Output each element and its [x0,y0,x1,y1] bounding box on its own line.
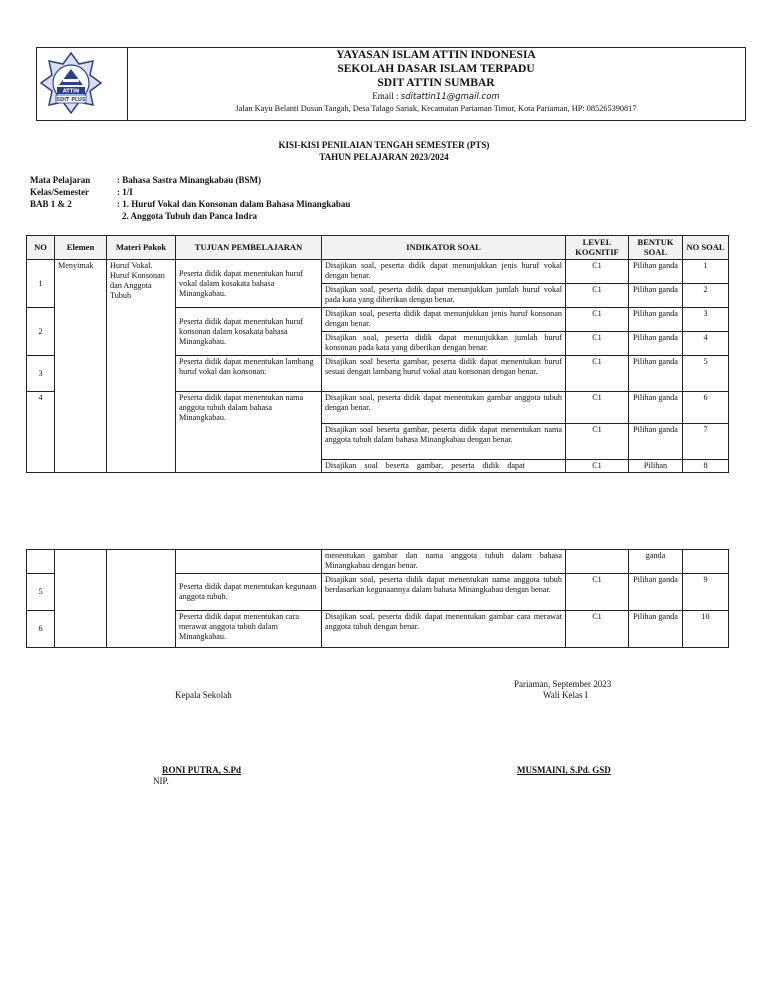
indicator-text: Disajikan soal, peserta didik dapat menentukan nama anggota tubuh berdasarkan kegunaannya dalam bahasa Minangkabau dengan benar. [322,574,566,611]
letterhead [36,47,746,121]
tp-number: 3 [27,356,55,392]
indicator-text: Disajikan soal, peserta didik dapat menentukan gambar cara merawat anggota tubuh dengan benar. [322,611,566,648]
grid-table-part-1 [26,235,729,473]
homeroom-title: Wali Kelas I [543,690,588,700]
tp-number: 5 [27,574,55,611]
subject-label: Mata Pelajaran [30,175,91,185]
elemen-cell-empty [55,550,107,648]
school-type: SEKOLAH DASAR ISLAM TERPADU [337,63,535,75]
indicator-text: Disajikan soal, peserta didik dapat menunjukkan jumlah huruf konsonan pada kata yang diberikan dengan benar. [322,332,566,356]
school-address: Jalan Kayu Belanti Dusun Tangah, Desa Talago Sariak, Kecamatan Pariaman Timur, Kota Pariaman, HP: 085265390817 [235,104,637,113]
tp-number: 6 [27,611,55,648]
nosoal-cell: 2 [683,284,729,308]
chapter-value-2: 2. Anggota Tubuh dan Panca Indra [122,211,258,221]
bentuk-cell: Pilihan ganda [629,392,683,424]
nosoal-cell [683,550,729,574]
col-nosoal: NO SOAL [683,236,729,260]
level-cell: C1 [566,611,629,648]
tp-text: Peserta didik dapat menentukan lambang huruf vokal dan konsonan. [176,356,322,392]
level-cell: C1 [566,308,629,332]
col-materi: Materi Pokok [107,236,176,260]
elemen-cell: Menyimak [55,260,107,473]
tp-number: 4 [27,392,55,473]
level-cell: C1 [566,284,629,308]
col-tujuan: TUJUAN PEMBELAJARAN [176,236,322,260]
nosoal-cell: 5 [683,356,729,392]
chapter-label: BAB 1 & 2 [30,199,72,209]
indicator-text: menentukan gambar dan nama anggota tubuh dalam bahasa Minangkabau dengan benar. [322,550,566,574]
materi-cell-empty [107,550,176,648]
homeroom-name: MUSMAINI, S.Pd. GSD [517,765,611,775]
nosoal-cell: 1 [683,260,729,284]
email-label: Email : [372,91,401,101]
bentuk-cell: Pilihan ganda [629,611,683,648]
tp-text-empty [176,550,322,574]
tp-text: Peserta didik dapat menentukan nama anggota tubuh dalam bahasa Minangkabau. [176,392,322,473]
col-indikator: INDIKATOR SOAL [322,236,566,260]
level-cell: C1 [566,356,629,392]
bentuk-cell: Pilihan ganda [629,424,683,460]
academic-year: TAHUN PELAJARAN 2023/2024 [319,152,449,162]
logo-text-top: ATTIN [62,88,80,95]
class-value: : 1/I [117,187,133,197]
table-row [27,550,729,574]
bentuk-cell: Pilihan ganda [629,308,683,332]
bentuk-cell: Pilihan ganda [629,284,683,308]
principal-name: RONI PUTRA, S.Pd [162,765,242,775]
document-title: KISI-KISI PENILAIAN TENGAH SEMESTER (PTS) [278,140,490,150]
bentuk-cell: Pilihan ganda [629,332,683,356]
chapter-value-1: : 1. Huruf Vokal dan Konsonan dalam Bahasa Minangkabau [117,199,351,209]
nosoal-cell: 6 [683,392,729,424]
tp-text: Peserta didik dapat menentukan kegunaan anggota tubuh. [176,574,322,611]
col-no: NO [27,236,55,260]
col-bentuk: BENTUK SOAL [629,236,683,260]
nosoal-cell: 9 [683,574,729,611]
indicator-text: Disajikan soal, peserta didik dapat menentukan gambar anggota tubuh dengan benar. [322,392,566,424]
foundation-name: YAYASAN ISLAM ATTIN INDONESIA [336,49,536,61]
bentuk-cell: Pilihan [629,460,683,473]
school-logo-icon [39,51,103,115]
tp-text: Peserta didik dapat menentukan huruf vokal dalam kosakata bahasa Minangkabau. [176,260,322,308]
indicator-text: Disajikan soal, peserta didik dapat menunjukkan jumlah huruf vokal pada kata yang diberikan dengan benar. [322,284,566,308]
grid-table-part-2 [26,549,729,648]
level-cell: C1 [566,260,629,284]
class-label: Kelas/Semester [30,187,89,197]
level-cell: C1 [566,460,629,473]
nosoal-cell: 10 [683,611,729,648]
tp-number-empty [27,550,55,574]
level-cell: C1 [566,392,629,424]
indicator-text: Disajikan soal beserta gambar, peserta didik dapat [322,460,566,473]
bentuk-cell: Pilihan ganda [629,356,683,392]
logo-text-bottom: SDIT PLUS [56,97,86,103]
level-cell: C1 [566,424,629,460]
principal-title: Kepala Sekolah [175,690,232,700]
indicator-text: Disajikan soal beserta gambar, peserta didik dapat menentukan huruf sesuai dengan lambang huruf vokal atau konsonan dengan benar. [322,356,566,392]
email-value[interactable]: sditattin11@gmail.com [400,92,500,102]
indicator-text: Disajikan soal, peserta didik dapat menunjukkan jenis huruf konsonan dengan benar. [322,308,566,332]
tp-text: Peserta didik dapat menentukan cara merawat anggota tubuh dalam Minangkabau. [176,611,322,648]
indicator-text: Disajikan soal beserta gambar, peserta didik dapat menentukan nama anggota tubuh dalam bahasa Minangkabau dengan benar. [322,424,566,460]
subject-value: : Bahasa Sastra Minangkabau (BSM) [117,175,262,185]
email-line [127,90,745,103]
nosoal-cell: 7 [683,424,729,460]
school-name: SDIT ATTIN SUMBAR [377,77,495,89]
nosoal-cell: 4 [683,332,729,356]
materi-cell: Huruf Vokal. Huruf Konsonan dan Anggota Tubuh [107,260,176,473]
logo-cell [37,48,128,120]
table-header-row [27,236,729,260]
nosoal-cell: 8 [683,460,729,473]
table-row [27,260,729,284]
level-cell: C1 [566,574,629,611]
col-elemen: Elemen [55,236,107,260]
col-level: LEVEL KOGNITIF [566,236,629,260]
principal-nip: NIP. [153,776,169,786]
level-cell: C1 [566,332,629,356]
tp-text: Peserta didik dapat menentukan huruf konsonan dalam kosakata bahasa Minangkabau. [176,308,322,356]
indicator-text: Disajikan soal, peserta didik dapat menunjukkan jenis huruf vokal dengan benar. [322,260,566,284]
place-date: Pariaman, September 2023 [514,679,612,689]
level-cell [566,550,629,574]
bentuk-cell: Pilihan ganda [629,260,683,284]
bentuk-cell: Pilihan ganda [629,574,683,611]
tp-number: 2 [27,308,55,356]
tp-number: 1 [27,260,55,308]
letterhead-text [127,48,745,115]
nosoal-cell: 3 [683,308,729,332]
bentuk-cell: ganda [629,550,683,574]
